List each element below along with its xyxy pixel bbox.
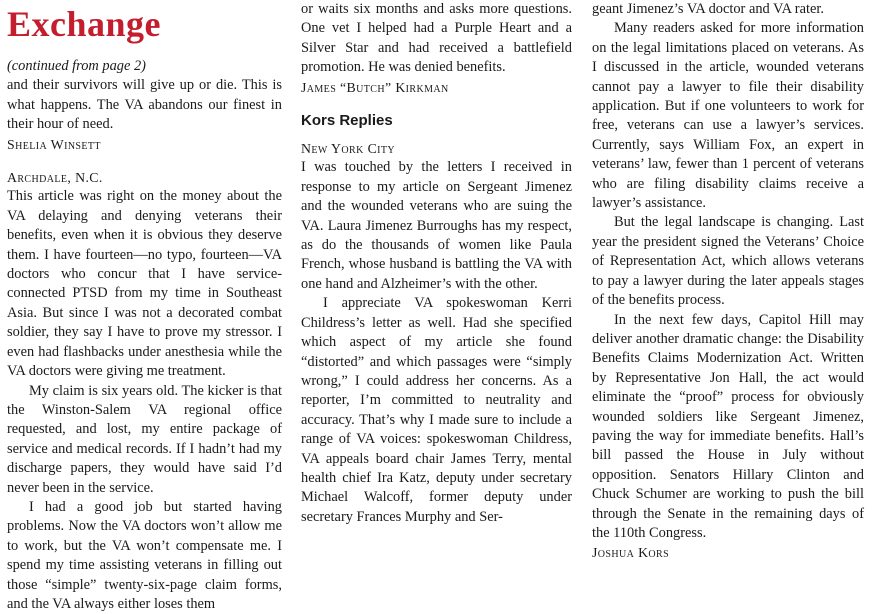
spacer [7,154,282,168]
reply-signature: Joshua Kors [592,545,670,561]
letter-signature: Shelia Winsett [7,136,101,152]
letter-signature: James “Butch” Kirkman [301,79,449,95]
reply-paragraph: geant Jimenez’s VA doctor and VA rater. [592,1,824,17]
letter-paragraph: I had a good job but started having problems. Now the VA doctors won’t allow me to work, but the VA won’t compensate me. I spend my time assisting veterans in filling out those “simple” twenty-six-page claim forms, and the VA always either loses them [7,498,282,612]
column-1 [7,57,282,614]
reply-paragraph: I appreciate VA spokeswoman Kerri Childress’s letter as well. Had she specified which aspect of my article she found “distorted” and which passages were “simply wrong,” I could address her concerns. As a reporter, I’m committed to neutrality and accuracy. That’s why I made sure to include a range of VA voices: spokeswoman Childress, VA appeals board chair James Terry, mental health chief Ira Katz, deputy under secretary Michael Walcoff, former deputy under secretary Frances Murphy and Ser- [301,295,572,525]
reply-paragraph: Many readers asked for more information on the legal limitations placed on veterans. As I discussed in the article, wounded veterans cannot pay a lawyer to file their disability application. But if one volunteers to work for free, veterans can use a lawyer’s services. Currently, says William Fox, an expert in veterans’ law, fewer than 1 percent of veterans who are filing disability claims receive a lawyer’s assistance. [592,20,864,212]
spacer [301,97,572,111]
letter-paragraph: This article was right on the money about the VA delaying and denying veterans their benefits, even when it is obvious they deserve them. I have fourteen—no typo, fourteen—VA doctors who concur that I have service-connected PTSD from my time in Southeast Asia. But since I was not a decorated combat soldier, they say I have to prove my stressor. I even had flashbacks under anesthesia while the VA doctors were giving me treatment. [7,188,282,380]
letter-paragraph: or waits six months and asks more questions. One vet I helped had a Purple Heart and a Silver Star and had received a battlefield promotion. He was denied benefits. [301,1,572,76]
reply-heading: Kors Replies [301,112,393,130]
column-2 [301,0,572,527]
reply-location: New York City [301,141,396,157]
continued-note: (continued from page 2) [7,58,146,74]
letter-location: Archdale, N.C. [7,170,103,186]
letter-paragraph: and their survivors will give up or die. This is what happens. The VA abandons our finest in their hour of need. [7,77,282,133]
reply-paragraph: But the legal landscape is changing. Last year the president signed the Veterans’ Choice of Representation Act, which allows veterans to pay a lawyer during the later appeals stages of the benefits process. [592,214,864,309]
spacer [301,131,572,139]
column-3 [592,0,864,563]
section-title: Exchange [7,4,162,44]
letter-paragraph: My claim is six years old. The kicker is that the Winston-Salem VA regional office requested, and lost, my entire package of service and medical records. If I hadn’t had my discharge papers, they would have said I’d never been in the service. [7,382,282,496]
reply-paragraph: In the next few days, Capitol Hill may deliver another dramatic change: the Disability Benefits Claims Modernization Act. Written by Representative Jon Hall, the act would eliminate the “proof” process for obviously wounded soldiers like Sergeant Jimenez, paving the way for immediate benefits. Hall’s bill passed the House in July without opposition. Senators Hillary Clinton and Chuck Schumer are working to push the bill through the Senate in the remaining days of the 110th Congress. [592,311,864,541]
reply-paragraph: I was touched by the letters I received in response to my article on Sergeant Jimenez and the wounded veterans who are suing the VA. Laura Jimenez Burroughs has my respect, as do the thousands of women like Paula French, whose husband is battling the VA with one hand and Alzheimer’s with the other. [301,159,572,292]
